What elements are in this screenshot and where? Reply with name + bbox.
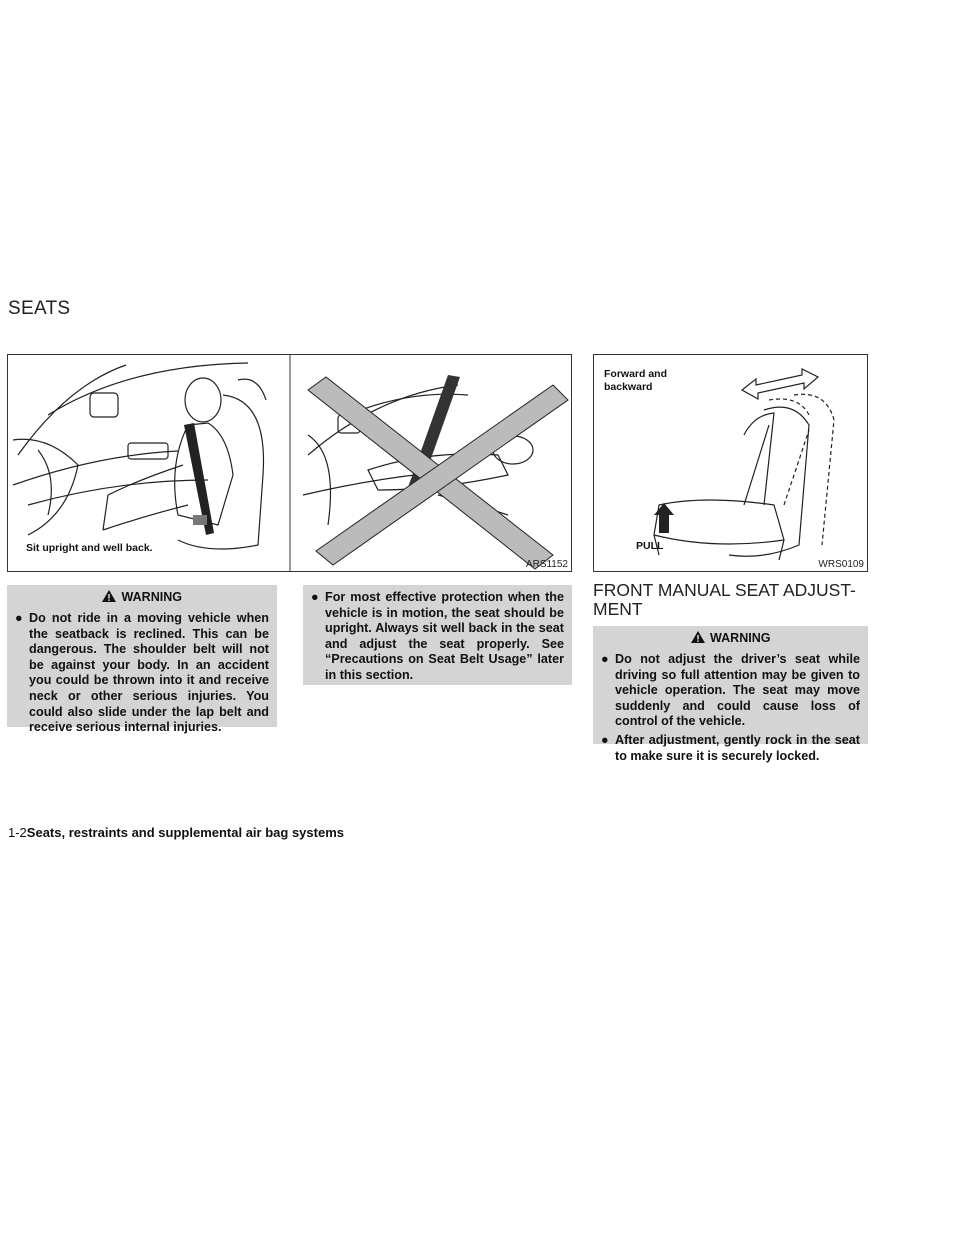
figure1-code: ARS1152 (525, 559, 568, 570)
warning-item: ● Do not adjust the driver’s seat while driving so full attention may be given to vehicle operation. The seat may move suddenly and could cause loss of control of the vehicle. (601, 652, 860, 729)
bullet-icon: ● (15, 611, 23, 625)
warning-item: ● For most effective protection when the vehicle is in motion, the seat should be upright. Always sit well back in the seat and adjust the seat properly. See “Precautions on Seat Belt Usage” later in this section. (311, 590, 564, 682)
warning-header (15, 585, 269, 607)
warning-box-front-seat (593, 626, 868, 763)
figure2-code: WRS0109 (818, 559, 864, 570)
bullet-icon: ● (311, 590, 319, 604)
section-title: SEATS (8, 298, 71, 319)
warning-header (601, 626, 860, 648)
warning-title: WARNING (121, 590, 182, 604)
warning-triangle-icon (102, 590, 116, 605)
figure1-caption: Sit upright and well back. (26, 542, 153, 554)
warning-item: ● Do not ride in a moving vehicle when the seatback is reclined. This can be dangerous. The shoulder belt will not be against your body. In an accident you could be thrown into it and receive neck or other serious injuries. You could also slide under the lap belt and receive serious internal injuries. (15, 611, 269, 735)
warning-triangle-icon (691, 631, 705, 646)
seat-adjustment-figure (593, 354, 868, 572)
warning-title: WARNING (710, 631, 771, 645)
seat-adjustment-illustration (594, 355, 867, 571)
page-footer (8, 825, 344, 840)
front-seat-heading: FRONT MANUAL SEAT ADJUST-MENT (593, 580, 856, 619)
warning-box-reclined (7, 585, 277, 735)
bullet-icon: ● (601, 732, 609, 747)
figure2-label-pull: PULL (636, 540, 664, 552)
warning-item: ● After adjustment, gently rock in the seat to make sure it is securely locked. (601, 732, 860, 763)
bullet-icon: ● (601, 652, 609, 666)
figure2-label-forward: Forward and backward (604, 368, 668, 393)
seating-posture-illustration (8, 355, 571, 571)
footer-title: Seats, restraints and supplemental air bag systems (26, 825, 344, 840)
warning-box-upright (303, 585, 572, 685)
page-number: 1-2 (8, 825, 27, 840)
seating-posture-figure (7, 354, 572, 572)
